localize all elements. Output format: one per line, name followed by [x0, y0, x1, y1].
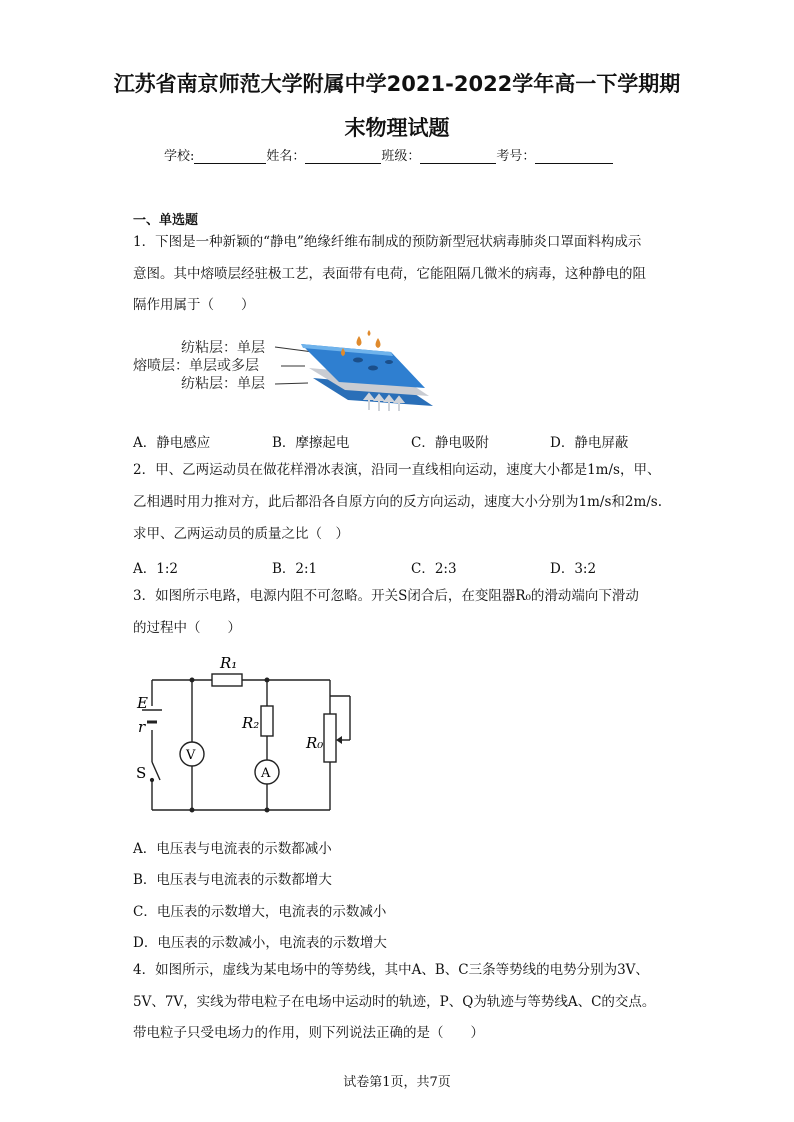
page-title-line1: 江苏省南京师范大学附属中学2021-2022学年高一下学期期 [113, 72, 681, 96]
section-title: 一、单选题 [133, 213, 199, 228]
q1-text-line2: 意图。其中熔喷层经驻极工艺，表面带有电荷，它能阻隔几微米的病毒，这种静电的阻 [133, 266, 646, 282]
label-v: V [186, 748, 196, 763]
q3-text-line2: 的过程中（ ） [133, 620, 241, 636]
q2-text-line3: 求甲、乙两运动员的质量之比（ ） [133, 526, 349, 542]
q2-text-line1: 2．甲、乙两运动员在做花样滑冰表演，沿同一直线相向运动，速度大小都是1m/s，甲、 [133, 462, 661, 478]
q2-option-b: B．2:1 [272, 561, 318, 577]
label-r0: R₀ [306, 734, 324, 752]
droplet-icon [357, 336, 362, 346]
q4-text-line3: 带电粒子只受电场力的作用，则下列说法正确的是（ ） [133, 1025, 484, 1041]
school-blank [194, 149, 266, 164]
q3-option-d: D．电压表的示数减小，电流表的示数增大 [133, 935, 387, 951]
slider-arrow-icon [336, 736, 342, 744]
q2-option-d: D．3:2 [550, 561, 597, 577]
number-label: 考号： [496, 149, 536, 164]
page-title-line2: 末物理试题 [344, 116, 450, 140]
q4-text-line1: 4．如图所示，虚线为某电场中的等势线，其中A、B、C三条等势线的电势分别为3V、 [133, 962, 649, 978]
label-r1: R₁ [220, 654, 238, 672]
q1-option-b: B．摩擦起电 [272, 435, 350, 451]
mask-layer-figure [133, 328, 433, 412]
q4-text-line2: 5V、7V，实线为带电粒子在电场中运动时的轨迹，P、Q为轨迹与等势线A、C的交点。 [133, 994, 656, 1010]
q3-option-a: A．电压表与电流表的示数都减小 [133, 841, 332, 857]
resistor-r2 [261, 706, 273, 736]
rheostat-r0 [324, 714, 336, 762]
label-s: S [136, 764, 147, 782]
school-label: 学校: [164, 149, 195, 164]
q2-option-c: C．2:3 [411, 561, 457, 577]
q1-option-d: D．静电屏蔽 [550, 435, 629, 451]
q2-text-line2: 乙相遇时用力推对方，此后都沿各自原方向的反方向运动，速度大小分别为1m/s和2m/s. [133, 494, 663, 510]
fig-label-top: 纺粘层：单层 [181, 340, 265, 356]
label-r2: R₂ [242, 714, 260, 732]
student-info-line [164, 145, 613, 164]
fig-label-middle: 熔喷层：单层或多层 [133, 358, 259, 374]
q1-text-line3: 隔作用属于（ ） [133, 297, 255, 313]
q3-option-c: C．电压表的示数增大，电流表的示数减小 [133, 904, 387, 920]
resistor-r1 [212, 674, 242, 686]
q2-option-a: A．1:2 [133, 561, 178, 577]
name-blank [305, 149, 381, 164]
q1-option-a: A．静电感应 [133, 435, 211, 451]
q1-text-line1: 1．下图是一种新颖的“静电”绝缘纤维布制成的预防新型冠状病毒肺炎口罩面料构成示 [133, 234, 642, 250]
name-label: 姓名： [266, 149, 306, 164]
class-label: 班级： [381, 149, 421, 164]
circuit-diagram [130, 650, 370, 820]
q3-text-line1: 3．如图所示电路，电源内阻不可忽略。开关S闭合后，在变阻器R₀的滑动端向下滑动 [133, 588, 639, 604]
label-r: r [138, 718, 146, 736]
number-blank [535, 149, 613, 164]
page-footer: 试卷第1页，共7页 [343, 1075, 451, 1090]
label-e: E [137, 694, 148, 712]
droplet-icon [376, 338, 381, 348]
label-a: A [261, 766, 271, 781]
q1-option-c: C．静电吸附 [411, 435, 489, 451]
class-blank [420, 149, 496, 164]
fig-label-bottom: 纺粘层：单层 [181, 376, 265, 392]
q3-option-b: B．电压表与电流表的示数都增大 [133, 872, 332, 888]
